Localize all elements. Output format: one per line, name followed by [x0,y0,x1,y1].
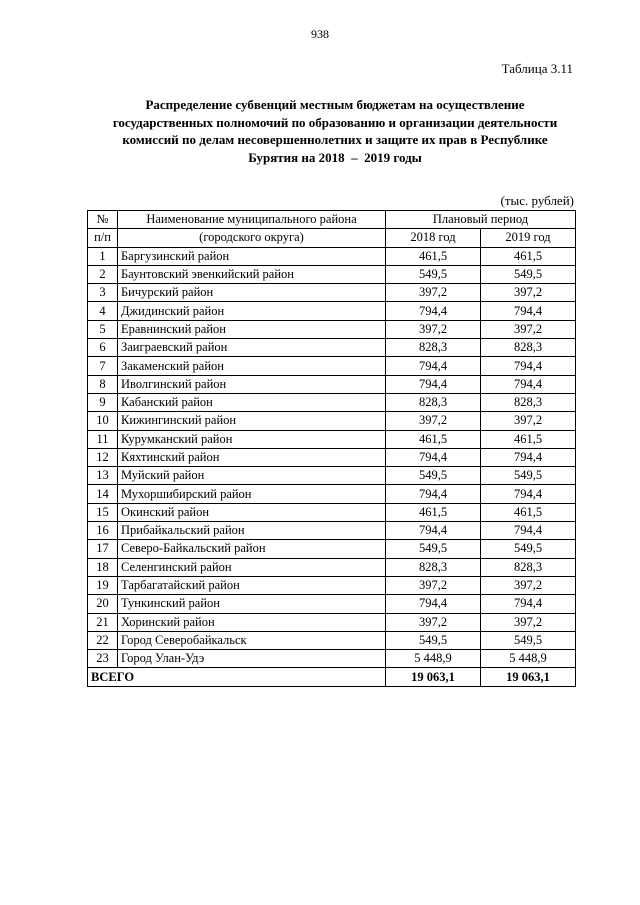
table-row [88,558,576,576]
row-value-2018: 461,5 [386,503,481,521]
table-row [88,467,576,485]
table-row [88,412,576,430]
row-district-name: Закаменский район [118,357,386,375]
row-value-2019: 794,4 [481,375,576,393]
row-number: 5 [88,320,118,338]
row-value-2018: 461,5 [386,430,481,448]
row-district-name: Заиграевский район [118,339,386,357]
row-value-2018: 397,2 [386,320,481,338]
table-label: Таблица 3.11 [501,61,573,76]
row-value-2019: 828,3 [481,393,576,411]
row-number: 10 [88,412,118,430]
row-district-name: Окинский район [118,503,386,521]
page-number: 938 [311,27,329,41]
row-district-name: Еравнинский район [118,320,386,338]
total-2019: 19 063,1 [481,668,576,686]
table-row [88,650,576,668]
document-title [80,96,590,166]
row-district-name: Прибайкальский район [118,522,386,540]
total-label: ВСЕГО [88,668,386,686]
row-number: 14 [88,485,118,503]
row-number: 16 [88,522,118,540]
row-value-2019: 794,4 [481,595,576,613]
row-district-name: Тарбагатайский район [118,576,386,594]
row-number: 11 [88,430,118,448]
row-value-2018: 549,5 [386,540,481,558]
row-district-name: Иволгинский район [118,375,386,393]
title-line: Бурятия на 2018 – 2019 годы [248,149,422,165]
row-district-name: Курумканский район [118,430,386,448]
table-row [88,485,576,503]
row-value-2018: 549,5 [386,631,481,649]
table-row [88,339,576,357]
row-number: 20 [88,595,118,613]
row-district-name: Тункинский район [118,595,386,613]
row-value-2019: 397,2 [481,576,576,594]
row-district-name: Город Северобайкальск [118,631,386,649]
row-number: 23 [88,650,118,668]
row-district-name: Кабанский район [118,393,386,411]
row-value-2018: 794,4 [386,302,481,320]
row-district-name: Джидинский район [118,302,386,320]
table-row [88,613,576,631]
row-value-2019: 397,2 [481,284,576,302]
title-line: государственных полномочий по образованию и организации деятельности [112,114,558,130]
row-district-name: Северо-Байкальский район [118,540,386,558]
row-value-2019: 549,5 [481,265,576,283]
row-district-name: Бичурский район [118,284,386,302]
table-row [88,595,576,613]
row-value-2019: 549,5 [481,467,576,485]
title-line: Распределение субвенций местным бюджетам на осуществление [145,97,525,112]
row-value-2018: 828,3 [386,393,481,411]
header-period: Плановый период [386,211,576,229]
header-row-1 [88,211,576,229]
row-district-name: Селенгинский район [118,558,386,576]
row-district-name: Муйский район [118,467,386,485]
row-value-2018: 5 448,9 [386,650,481,668]
header-row-2 [88,229,576,247]
header-name-sub: (городского округа) [118,229,386,247]
row-number: 6 [88,339,118,357]
row-value-2018: 794,4 [386,595,481,613]
row-number: 7 [88,357,118,375]
row-number: 21 [88,613,118,631]
row-value-2019: 397,2 [481,320,576,338]
row-value-2019: 397,2 [481,412,576,430]
row-value-2019: 397,2 [481,613,576,631]
table-row [88,540,576,558]
row-district-name: Баунтовский эвенкийский район [118,265,386,283]
row-value-2019: 794,4 [481,448,576,466]
table-row [88,320,576,338]
table-row [88,430,576,448]
row-value-2018: 397,2 [386,284,481,302]
row-value-2019: 461,5 [481,503,576,521]
row-value-2018: 828,3 [386,558,481,576]
row-district-name: Город Улан-Удэ [118,650,386,668]
table-row [88,265,576,283]
table-row [88,284,576,302]
row-number: 4 [88,302,118,320]
table-row [88,357,576,375]
row-value-2018: 549,5 [386,467,481,485]
row-number: 12 [88,448,118,466]
table-row [88,448,576,466]
row-value-2019: 549,5 [481,540,576,558]
row-value-2019: 794,4 [481,357,576,375]
row-number: 2 [88,265,118,283]
row-number: 9 [88,393,118,411]
row-number: 17 [88,540,118,558]
row-value-2018: 794,4 [386,485,481,503]
table-row [88,247,576,265]
row-district-name: Кяхтинский район [118,448,386,466]
table-row [88,522,576,540]
row-value-2018: 549,5 [386,265,481,283]
row-district-name: Баргузинский район [118,247,386,265]
header-num: № [88,211,118,229]
row-value-2019: 5 448,9 [481,650,576,668]
row-value-2019: 794,4 [481,302,576,320]
row-value-2018: 794,4 [386,522,481,540]
header-name: Наименование муниципального района [118,211,386,229]
row-value-2018: 828,3 [386,339,481,357]
row-value-2018: 397,2 [386,412,481,430]
subvention-table [87,210,576,687]
row-number: 1 [88,247,118,265]
row-value-2018: 794,4 [386,448,481,466]
units-label: (тыс. рублей) [500,193,574,208]
row-value-2018: 794,4 [386,375,481,393]
table-row [88,375,576,393]
title-line: комиссий по делам несовершеннолетних и защите их прав в Республике [122,132,548,147]
row-value-2019: 461,5 [481,430,576,448]
table-row [88,631,576,649]
row-number: 13 [88,467,118,485]
row-value-2019: 794,4 [481,485,576,503]
row-value-2019: 828,3 [481,558,576,576]
header-num-sub: п/п [88,229,118,247]
table-row [88,576,576,594]
total-2018: 19 063,1 [386,668,481,686]
table-row [88,302,576,320]
header-year-2018: 2018 год [386,229,481,247]
row-number: 8 [88,375,118,393]
row-value-2019: 828,3 [481,339,576,357]
row-number: 19 [88,576,118,594]
total-row [88,668,576,686]
header-year-2019: 2019 год [481,229,576,247]
row-number: 15 [88,503,118,521]
row-district-name: Кижингинский район [118,412,386,430]
row-value-2018: 794,4 [386,357,481,375]
table-row [88,393,576,411]
row-number: 3 [88,284,118,302]
row-number: 22 [88,631,118,649]
row-district-name: Хоринский район [118,613,386,631]
row-district-name: Мухоршибирский район [118,485,386,503]
row-value-2018: 397,2 [386,576,481,594]
row-value-2018: 461,5 [386,247,481,265]
row-number: 18 [88,558,118,576]
row-value-2018: 397,2 [386,613,481,631]
table-body [88,247,576,668]
row-value-2019: 461,5 [481,247,576,265]
row-value-2019: 549,5 [481,631,576,649]
row-value-2019: 794,4 [481,522,576,540]
table-row [88,503,576,521]
